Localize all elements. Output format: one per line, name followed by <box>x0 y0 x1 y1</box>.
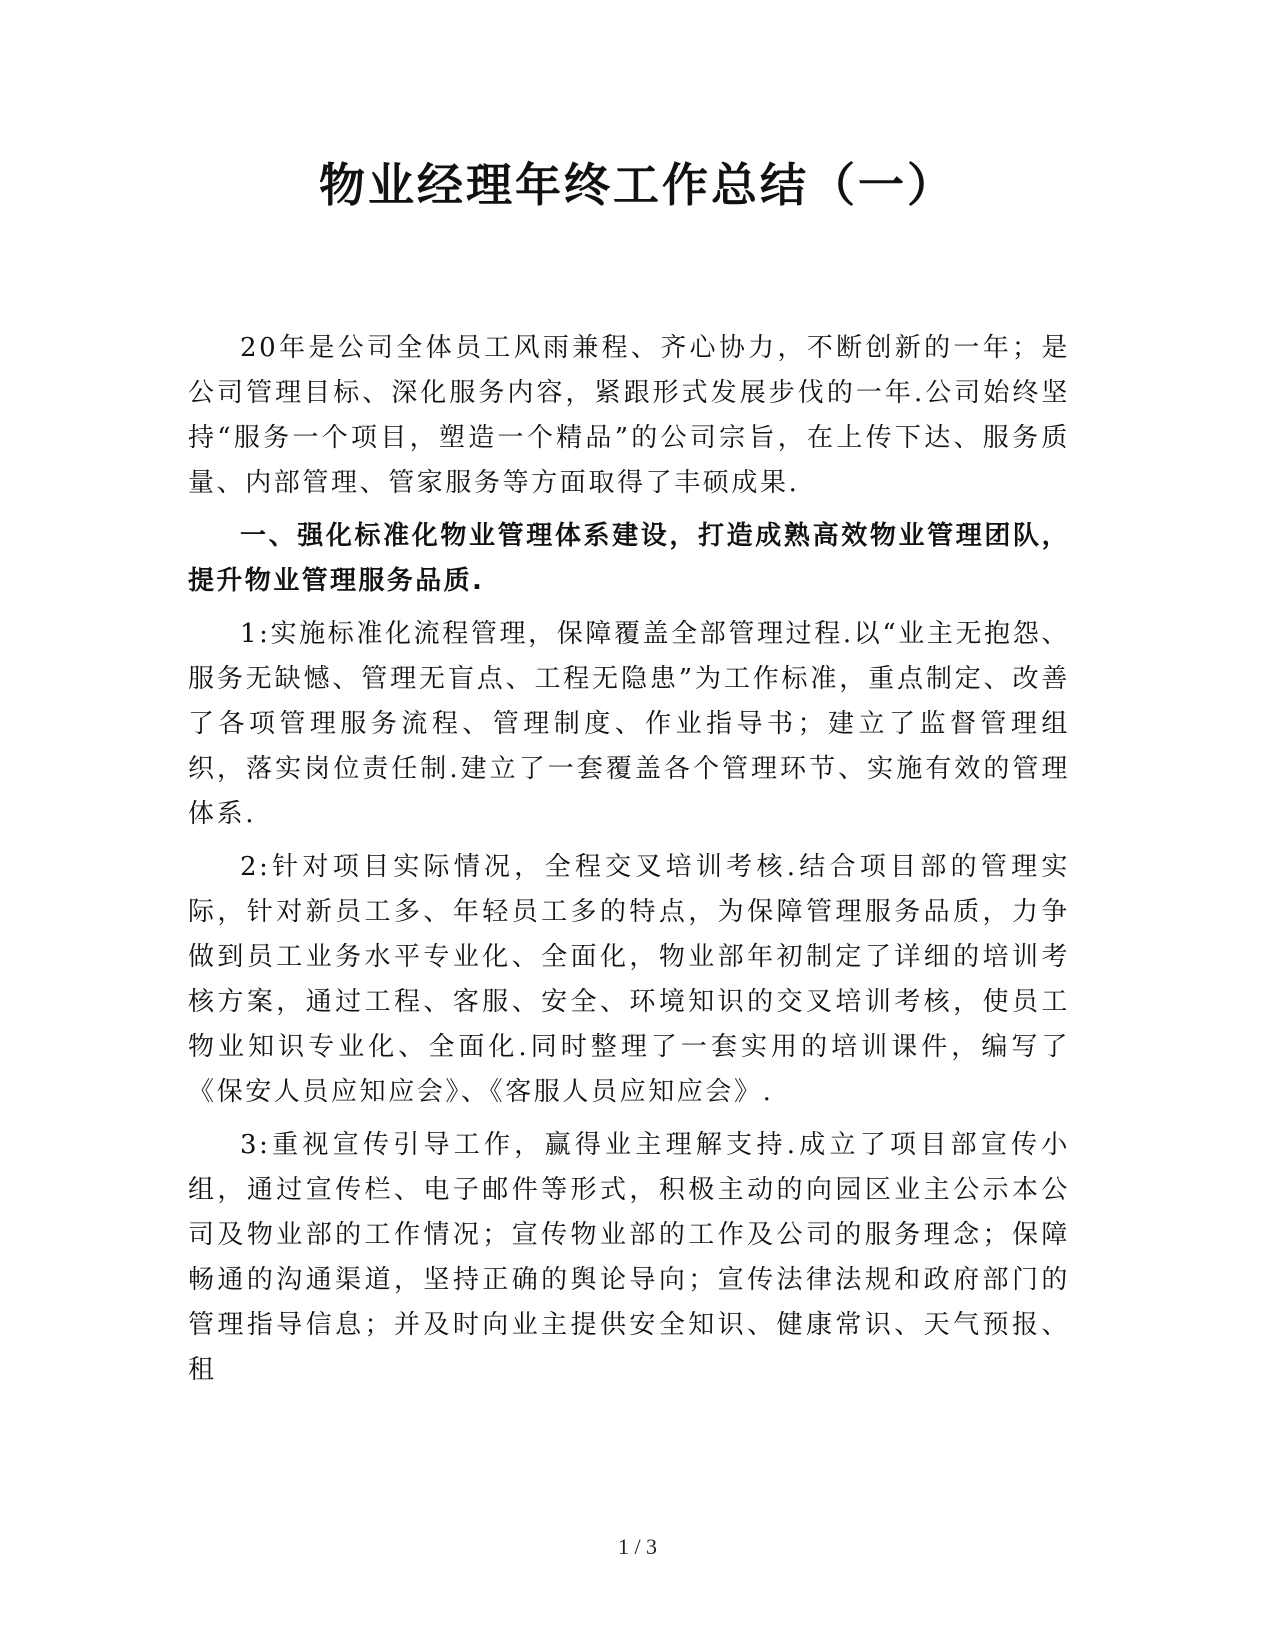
section-heading-1: 一、强化标准化物业管理体系建设，打造成熟高效物业管理团队，提升物业管理服务品质. <box>188 521 1070 596</box>
page-number: 1 / 3 <box>617 1534 658 1559</box>
document-title: 物业经理年终工作总结（一） <box>319 158 956 212</box>
item-paragraph-1: 1:实施标准化流程管理，保障覆盖全部管理过程.以“业主无抱怨、服务无缺憾、管理无盲点、工程无隐患”为工作标准，重点制定、改善了各项管理服务流程、管理制度、作业指导书；建立了监督管理组织，落实岗位责任制.建立了一套覆盖各个管理环节、实施有效的管理体系. <box>188 619 1070 829</box>
item-paragraph-2: 2:针对项目实际情况，全程交叉培训考核.结合项目部的管理实际，针对新员工多、年轻员工多的特点，为保障管理服务品质，力争做到员工业务水平专业化、全面化，物业部年初制定了详细的培训考核方案，通过工程、客服、安全、环境知识的交叉培训考核，使员工物业知识专业化、全面化.同时整理了一套实用的培训课件，编写了《保安人员应知应会》、《客服人员应知应会》. <box>188 852 1070 1107</box>
intro-paragraph: 20年是公司全体员工风雨兼程、齐心协力，不断创新的一年；是公司管理目标、深化服务内容，紧跟形式发展步伐的一年.公司始终坚持“服务一个项目，塑造一个精品”的公司宗旨，在上传下达、服务质量、内部管理、管家服务等方面取得了丰硕成果. <box>188 333 1070 498</box>
document-body <box>188 326 1070 1401</box>
item-paragraph-3: 3:重视宣传引导工作，赢得业主理解支持.成立了项目部宣传小组，通过宣传栏、电子邮件等形式，积极主动的向园区业主公示本公司及物业部的工作情况；宣传物业部的工作及公司的服务理念；保障畅通的沟通渠道，坚持正确的舆论导向；宣传法律法规和政府部门的管理指导信息；并及时向业主提供安全知识、健康常识、天气预报、租 <box>188 1130 1070 1385</box>
